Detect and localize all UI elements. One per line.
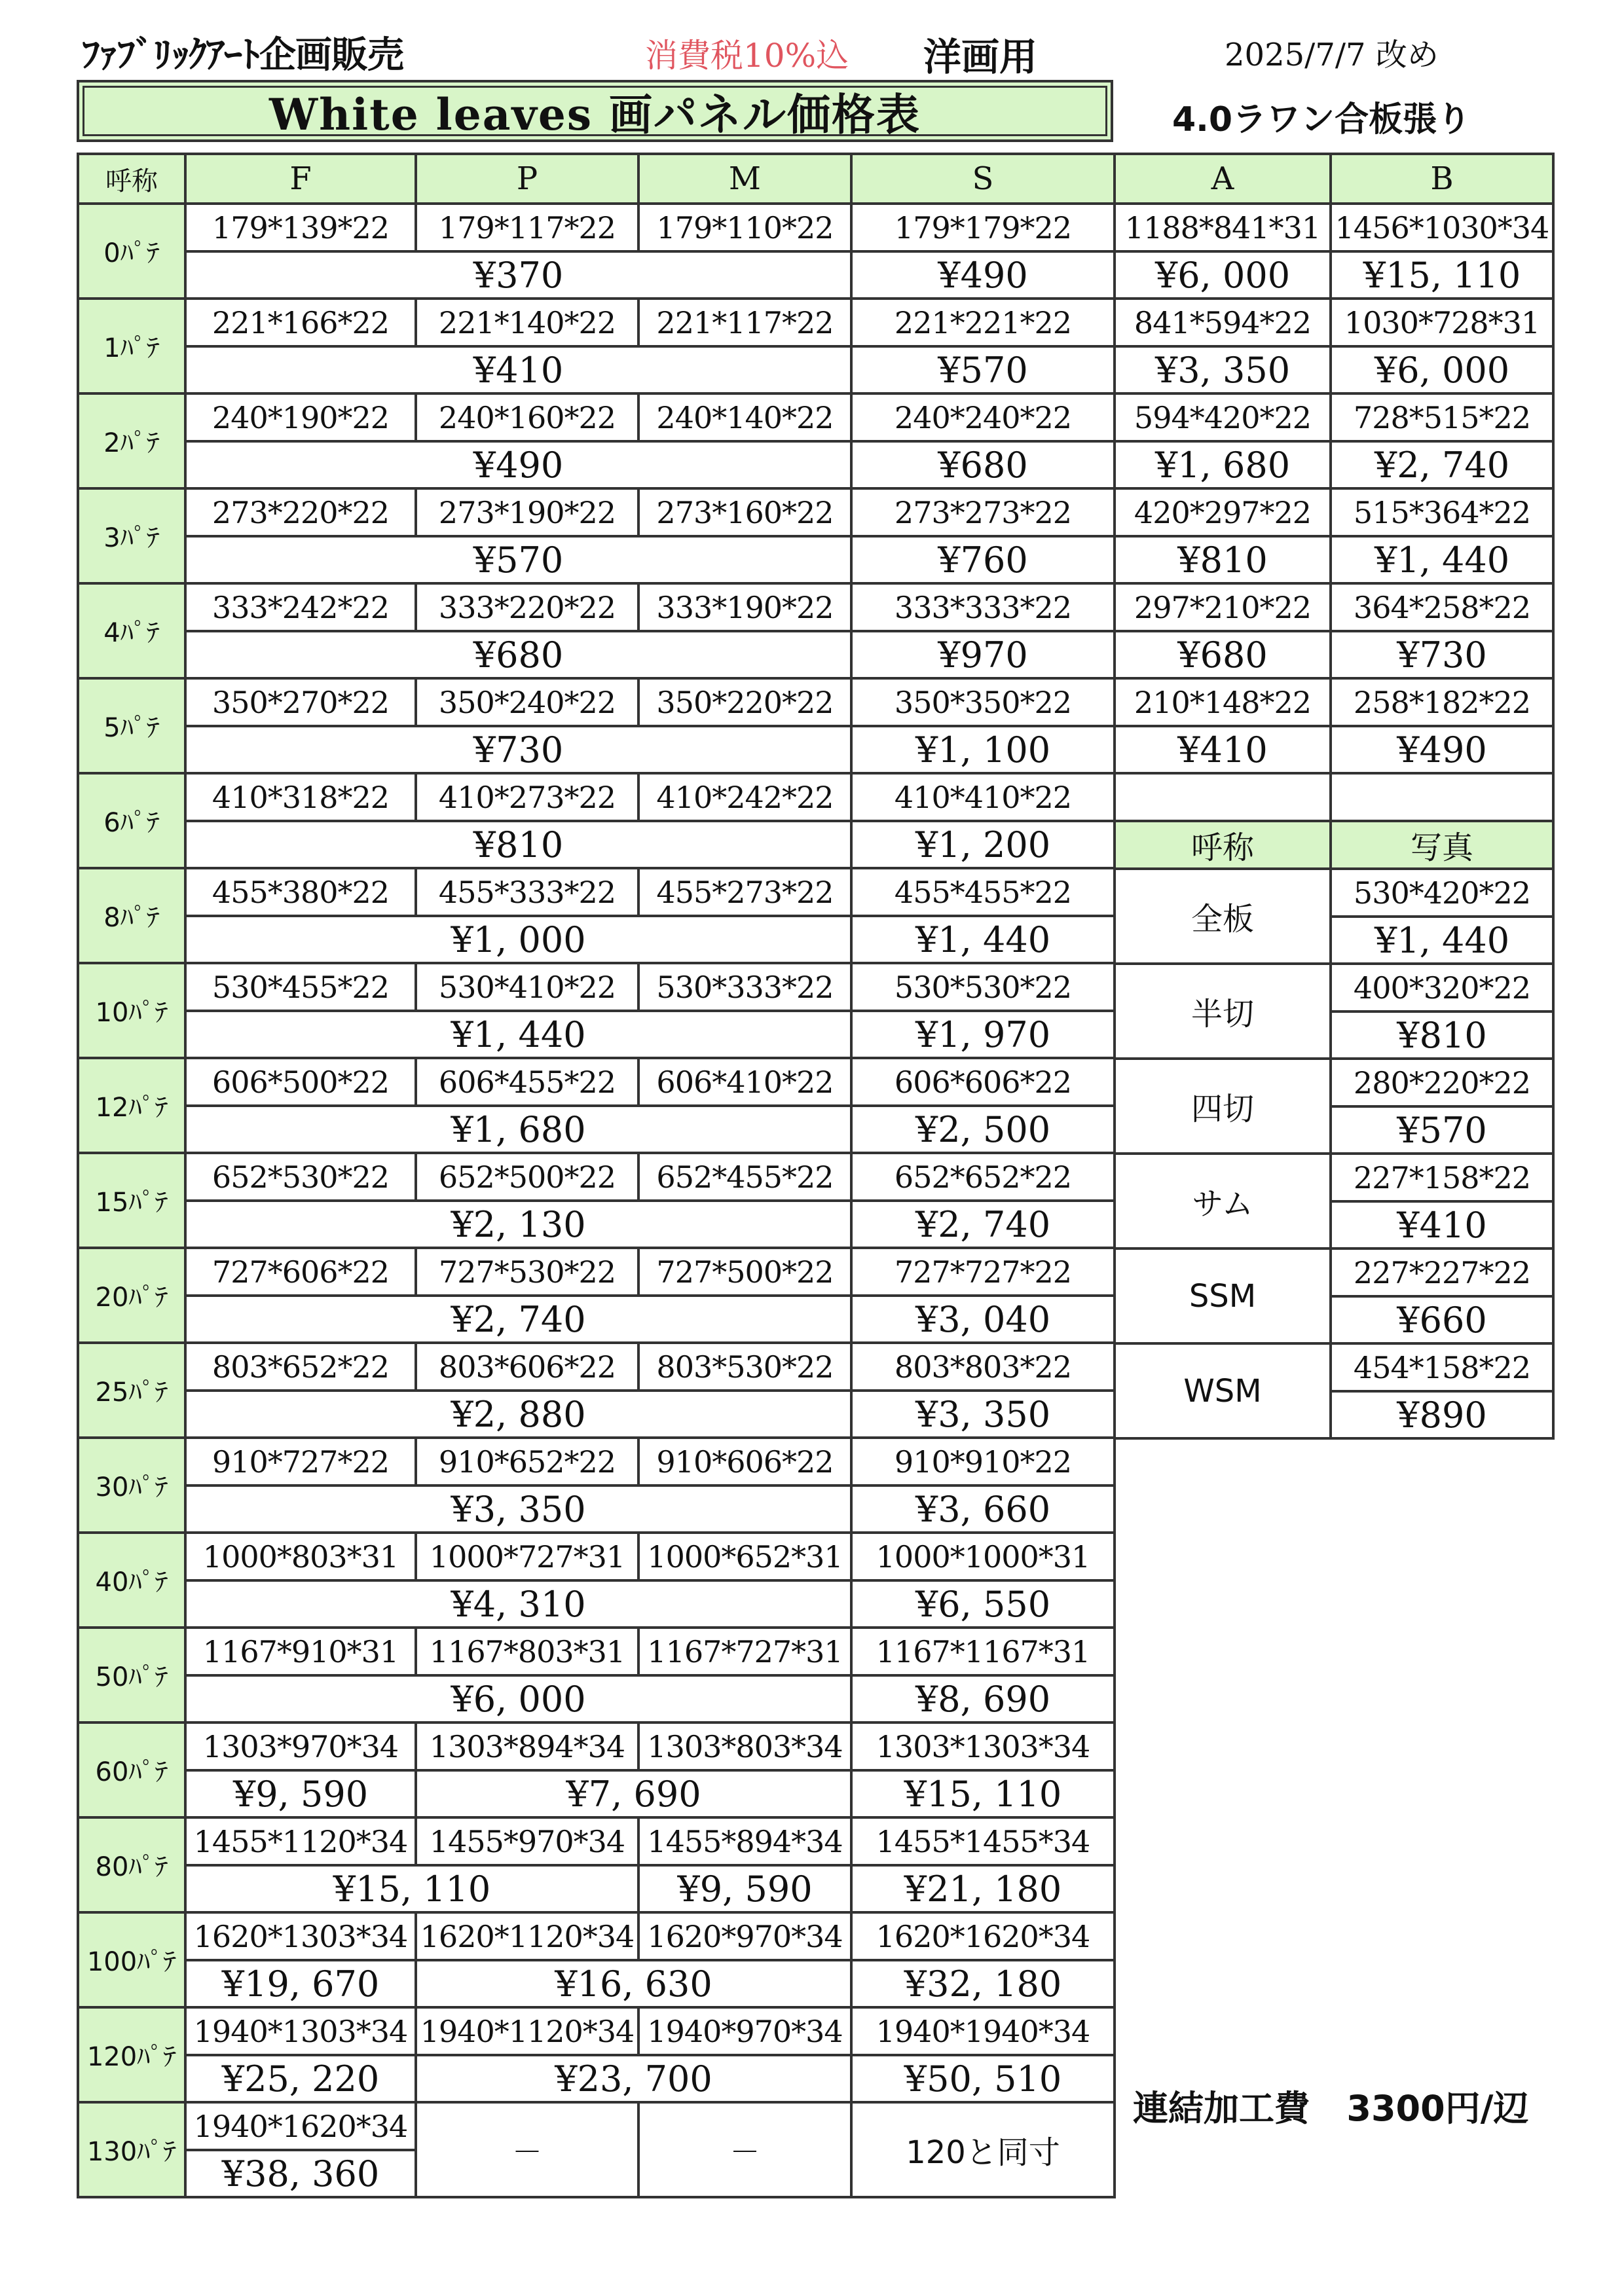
table-row xyxy=(1115,726,1553,773)
price-cell: ¥3, 350 xyxy=(1115,346,1331,393)
dimension-cell: 1000*1000*31 xyxy=(851,1533,1115,1580)
table-row xyxy=(78,441,1115,488)
table-header-row xyxy=(78,154,1115,204)
dimension-cell: 1188*841*31 xyxy=(1115,204,1331,251)
dimension-cell: 910*910*22 xyxy=(851,1438,1115,1485)
table-row xyxy=(78,1865,1115,1912)
table-row xyxy=(78,773,1115,821)
size-label: 10ﾊﾟﾃ xyxy=(78,963,185,1058)
table-row xyxy=(78,2055,1115,2102)
table-row xyxy=(1115,1248,1553,1296)
dimension-cell: 179*139*22 xyxy=(185,204,416,251)
price-cell: ¥570 xyxy=(185,536,851,583)
dimension-cell: 179*110*22 xyxy=(638,204,851,251)
dimension-cell: 606*410*22 xyxy=(638,1058,851,1106)
column-header: M xyxy=(638,154,851,204)
price-cell: ¥810 xyxy=(185,821,851,868)
price-cell: ¥570 xyxy=(851,346,1115,393)
table-row xyxy=(78,963,1115,1011)
dimension-cell: 454*158*22 xyxy=(1331,1343,1553,1391)
dimension-cell: 1030*728*31 xyxy=(1331,299,1553,346)
price-cell: ¥1, 680 xyxy=(185,1106,851,1153)
table-row xyxy=(1115,583,1553,631)
dimension-cell: 350*350*22 xyxy=(851,678,1115,726)
table-row xyxy=(78,868,1115,916)
table-row xyxy=(78,1153,1115,1201)
price-cell: ¥970 xyxy=(851,631,1115,678)
table-header-row xyxy=(1115,154,1553,204)
dimension-cell: 1940*1620*34 xyxy=(185,2102,416,2150)
table-row xyxy=(78,2007,1115,2055)
price-cell: ¥570 xyxy=(1331,1106,1553,1154)
size-label: 50ﾊﾟﾃ xyxy=(78,1628,185,1722)
dimension-cell: 1940*1940*34 xyxy=(851,2007,1115,2055)
price-cell: ¥1, 680 xyxy=(1115,441,1331,488)
table-row xyxy=(78,1580,1115,1628)
price-cell: ¥15, 110 xyxy=(1331,251,1553,299)
price-cell: ¥730 xyxy=(1331,631,1553,678)
dimension-cell: 1455*1455*34 xyxy=(851,1817,1115,1865)
dimension-cell: 240*240*22 xyxy=(851,393,1115,441)
dimension-cell: 258*182*22 xyxy=(1331,678,1553,726)
dimension-cell: 350*270*22 xyxy=(185,678,416,726)
table-row xyxy=(1115,1059,1553,1106)
table-row xyxy=(78,393,1115,441)
table-row xyxy=(1115,678,1553,726)
size-label: 5ﾊﾟﾃ xyxy=(78,678,185,773)
dimension-cell: 120と同寸 xyxy=(851,2102,1115,2197)
table-row xyxy=(78,1343,1115,1391)
price-cell: ¥410 xyxy=(1331,1201,1553,1248)
column-header: F xyxy=(185,154,416,204)
dimension-cell: 179*179*22 xyxy=(851,204,1115,251)
table-row xyxy=(78,1106,1115,1153)
table-row xyxy=(1115,204,1553,251)
dimension-cell: 333*190*22 xyxy=(638,583,851,631)
table-row xyxy=(78,204,1115,251)
dimension-cell: 455*273*22 xyxy=(638,868,851,916)
price-cell: ¥2, 740 xyxy=(1331,441,1553,488)
table-row xyxy=(1115,536,1553,583)
table-row xyxy=(78,536,1115,583)
dimension-cell: 652*500*22 xyxy=(416,1153,638,1201)
dimension-cell: 400*320*22 xyxy=(1331,964,1553,1011)
price-cell: ¥1, 440 xyxy=(185,1011,851,1058)
price-cell: ¥15, 110 xyxy=(185,1865,638,1912)
price-cell: ¥2, 500 xyxy=(851,1106,1115,1153)
size-label: 6ﾊﾟﾃ xyxy=(78,773,185,868)
dimension-cell: 1455*894*34 xyxy=(638,1817,851,1865)
dimension-cell: 221*221*22 xyxy=(851,299,1115,346)
price-cell: ¥490 xyxy=(1331,726,1553,773)
dimension-cell: 1455*970*34 xyxy=(416,1817,638,1865)
dimension-cell: 240*140*22 xyxy=(638,393,851,441)
dimension-cell: 210*148*22 xyxy=(1115,678,1331,726)
dimension-cell: 1620*1120*34 xyxy=(416,1912,638,1960)
price-cell: ¥38, 360 xyxy=(185,2150,416,2197)
size-label: 8ﾊﾟﾃ xyxy=(78,868,185,963)
price-cell: ¥1, 440 xyxy=(1331,536,1553,583)
dimension-cell: 280*220*22 xyxy=(1331,1059,1553,1106)
dimension-cell: 227*227*22 xyxy=(1331,1248,1553,1296)
column-header: 呼称 xyxy=(1115,821,1331,869)
dimension-cell: 1167*1167*31 xyxy=(851,1628,1115,1675)
price-cell: ¥9, 590 xyxy=(185,1770,416,1817)
dimension-cell: 530*530*22 xyxy=(851,963,1115,1011)
size-label: 12ﾊﾟﾃ xyxy=(78,1058,185,1153)
dimension-cell: 1167*727*31 xyxy=(638,1628,851,1675)
dimension-cell: 179*117*22 xyxy=(416,204,638,251)
table-row xyxy=(1115,488,1553,536)
dimension-cell: － xyxy=(416,2102,638,2197)
dimension-cell: 803*606*22 xyxy=(416,1343,638,1391)
table-row xyxy=(78,1770,1115,1817)
price-cell: ¥25, 220 xyxy=(185,2055,416,2102)
table-row xyxy=(78,1817,1115,1865)
dimension-cell: 227*158*22 xyxy=(1331,1154,1553,1201)
price-cell: ¥1, 440 xyxy=(1331,917,1553,964)
table-row xyxy=(78,1533,1115,1580)
price-cell: ¥410 xyxy=(1115,726,1331,773)
table-row xyxy=(78,1058,1115,1106)
table-row xyxy=(1115,964,1553,1011)
price-cell: ¥6, 000 xyxy=(1115,251,1331,299)
size-label: 100ﾊﾟﾃ xyxy=(78,1912,185,2007)
dimension-cell: 350*240*22 xyxy=(416,678,638,726)
dimension-cell: 240*190*22 xyxy=(185,393,416,441)
table-row xyxy=(78,631,1115,678)
price-cell: ¥2, 880 xyxy=(185,1391,851,1438)
price-cell: ¥810 xyxy=(1331,1011,1553,1059)
dimension-cell: 221*140*22 xyxy=(416,299,638,346)
price-cell: ¥4, 310 xyxy=(185,1580,851,1628)
company-name: ﾌｧﾌﾞﾘｯｸｱｰﾄ企画販売 xyxy=(82,34,403,77)
price-cell: ¥1, 970 xyxy=(851,1011,1115,1058)
empty-cell xyxy=(1115,773,1331,821)
price-cell: ¥680 xyxy=(1115,631,1331,678)
dimension-cell: 910*727*22 xyxy=(185,1438,416,1485)
dimension-cell: 297*210*22 xyxy=(1115,583,1331,631)
table-row xyxy=(78,1391,1115,1438)
price-cell: ¥50, 510 xyxy=(851,2055,1115,2102)
dimension-cell: 1303*1303*34 xyxy=(851,1722,1115,1770)
table-row xyxy=(1115,1343,1553,1391)
table-row xyxy=(1115,393,1553,441)
table-row xyxy=(78,1485,1115,1533)
price-cell: ¥19, 670 xyxy=(185,1960,416,2007)
dimension-cell: 333*220*22 xyxy=(416,583,638,631)
dimension-cell: 1167*803*31 xyxy=(416,1628,638,1675)
revision-date: 2025/7/7 改め xyxy=(1225,37,1439,73)
column-header: B xyxy=(1331,154,1553,204)
dimension-cell: 1303*803*34 xyxy=(638,1722,851,1770)
table-row xyxy=(78,1011,1115,1058)
price-cell: ¥680 xyxy=(851,441,1115,488)
photo-size-name: 半切 xyxy=(1115,964,1331,1059)
dimension-cell: 221*117*22 xyxy=(638,299,851,346)
dimension-cell: 1455*1120*34 xyxy=(185,1817,416,1865)
dimension-cell: 728*515*22 xyxy=(1331,393,1553,441)
size-label: 2ﾊﾟﾃ xyxy=(78,393,185,488)
price-cell: ¥3, 350 xyxy=(851,1391,1115,1438)
dimension-cell: 240*160*22 xyxy=(416,393,638,441)
dimension-cell: 410*318*22 xyxy=(185,773,416,821)
dimension-cell: 1000*727*31 xyxy=(416,1533,638,1580)
table-row xyxy=(1115,299,1553,346)
size-label: 120ﾊﾟﾃ xyxy=(78,2007,185,2102)
price-cell: ¥680 xyxy=(185,631,851,678)
table-row xyxy=(1115,631,1553,678)
dimension-cell: 803*530*22 xyxy=(638,1343,851,1391)
dimension-cell: 530*333*22 xyxy=(638,963,851,1011)
dimension-cell: 515*364*22 xyxy=(1331,488,1553,536)
dimension-cell: 364*258*22 xyxy=(1331,583,1553,631)
price-cell: ¥23, 700 xyxy=(416,2055,851,2102)
price-cell: ¥490 xyxy=(185,441,851,488)
dimension-cell: 333*333*22 xyxy=(851,583,1115,631)
dimension-cell: 1167*910*31 xyxy=(185,1628,416,1675)
page-title: White leaves 画パネル価格表 xyxy=(77,80,1113,142)
size-label: 25ﾊﾟﾃ xyxy=(78,1343,185,1438)
size-label: 80ﾊﾟﾃ xyxy=(78,1817,185,1912)
price-cell: ¥1, 200 xyxy=(851,821,1115,868)
price-cell: ¥2, 130 xyxy=(185,1201,851,1248)
table-row xyxy=(78,821,1115,868)
table-row xyxy=(78,346,1115,393)
size-label: 0ﾊﾟﾃ xyxy=(78,204,185,299)
dimension-cell: 606*455*22 xyxy=(416,1058,638,1106)
size-label: 130ﾊﾟﾃ xyxy=(78,2102,185,2197)
empty-cell xyxy=(1331,773,1553,821)
price-table xyxy=(77,153,1116,2198)
table-row xyxy=(78,1201,1115,1248)
dimension-cell: 841*594*22 xyxy=(1115,299,1331,346)
price-cell: ¥1, 000 xyxy=(185,916,851,963)
joining-fee xyxy=(1133,2081,1528,2131)
price-cell: ¥410 xyxy=(185,346,851,393)
dimension-cell: 273*273*22 xyxy=(851,488,1115,536)
dimension-cell: 652*652*22 xyxy=(851,1153,1115,1201)
price-cell: ¥660 xyxy=(1331,1296,1553,1343)
table-row xyxy=(1115,773,1553,821)
dimension-cell: 530*420*22 xyxy=(1331,869,1553,917)
dimension-cell: 606*606*22 xyxy=(851,1058,1115,1106)
joining-fee-value: 3300円/辺 xyxy=(1346,2088,1529,2129)
price-cell: ¥2, 740 xyxy=(185,1296,851,1343)
dimension-cell: 1620*970*34 xyxy=(638,1912,851,1960)
table-row xyxy=(78,583,1115,631)
price-cell: ¥1, 440 xyxy=(851,916,1115,963)
column-header: A xyxy=(1115,154,1331,204)
table-row xyxy=(1115,251,1553,299)
price-cell: ¥730 xyxy=(185,726,851,773)
dimension-cell: 455*333*22 xyxy=(416,868,638,916)
dimension-cell: 420*297*22 xyxy=(1115,488,1331,536)
dimension-cell: 727*500*22 xyxy=(638,1248,851,1296)
table-row xyxy=(1115,869,1553,917)
column-header: S xyxy=(851,154,1115,204)
dimension-cell: 530*410*22 xyxy=(416,963,638,1011)
dimension-cell: 221*166*22 xyxy=(185,299,416,346)
table-row xyxy=(78,1248,1115,1296)
price-cell: ¥8, 690 xyxy=(851,1675,1115,1722)
column-header: 写真 xyxy=(1331,821,1553,869)
price-cell: ¥6, 000 xyxy=(1331,346,1553,393)
price-cell: ¥3, 660 xyxy=(851,1485,1115,1533)
material-note: 4.0ラワン合板張り xyxy=(1172,100,1471,139)
dimension-cell: 1620*1620*34 xyxy=(851,1912,1115,1960)
dimension-cell: 333*242*22 xyxy=(185,583,416,631)
column-header: P xyxy=(416,154,638,204)
dimension-cell: 273*220*22 xyxy=(185,488,416,536)
size-label: 1ﾊﾟﾃ xyxy=(78,299,185,393)
dimension-cell: 273*160*22 xyxy=(638,488,851,536)
dimension-cell: 410*242*22 xyxy=(638,773,851,821)
table-row xyxy=(78,1296,1115,1343)
dimension-cell: 1000*803*31 xyxy=(185,1533,416,1580)
price-cell: ¥16, 630 xyxy=(416,1960,851,2007)
table-row xyxy=(78,299,1115,346)
dimension-cell: 1940*1120*34 xyxy=(416,2007,638,2055)
photo-size-name: サム xyxy=(1115,1154,1331,1248)
size-label: 3ﾊﾟﾃ xyxy=(78,488,185,583)
table-row xyxy=(78,2102,1115,2150)
dimension-cell: － xyxy=(638,2102,851,2197)
price-cell: ¥490 xyxy=(851,251,1115,299)
price-cell: ¥1, 100 xyxy=(851,726,1115,773)
dimension-cell: 1303*970*34 xyxy=(185,1722,416,1770)
side-table xyxy=(1113,153,1555,1440)
dimension-cell: 1620*1303*34 xyxy=(185,1912,416,1960)
dimension-cell: 727*606*22 xyxy=(185,1248,416,1296)
size-label: 40ﾊﾟﾃ xyxy=(78,1533,185,1628)
dimension-cell: 1456*1030*34 xyxy=(1331,204,1553,251)
dimension-cell: 910*652*22 xyxy=(416,1438,638,1485)
price-cell: ¥2, 740 xyxy=(851,1201,1115,1248)
table-row xyxy=(78,678,1115,726)
dimension-cell: 1940*970*34 xyxy=(638,2007,851,2055)
dimension-cell: 410*273*22 xyxy=(416,773,638,821)
price-cell: ¥21, 180 xyxy=(851,1865,1115,1912)
table-row xyxy=(78,1960,1115,2007)
table-row xyxy=(78,1628,1115,1675)
dimension-cell: 530*455*22 xyxy=(185,963,416,1011)
dimension-cell: 803*803*22 xyxy=(851,1343,1115,1391)
size-label: 30ﾊﾟﾃ xyxy=(78,1438,185,1533)
price-cell: ¥370 xyxy=(185,251,851,299)
table-row xyxy=(1115,346,1553,393)
dimension-cell: 273*190*22 xyxy=(416,488,638,536)
column-header: 呼称 xyxy=(78,154,185,204)
photo-header-row xyxy=(1115,821,1553,869)
price-cell: ¥810 xyxy=(1115,536,1331,583)
dimension-cell: 455*455*22 xyxy=(851,868,1115,916)
price-cell: ¥15, 110 xyxy=(851,1770,1115,1817)
size-label: 15ﾊﾟﾃ xyxy=(78,1153,185,1248)
usage-label: 洋画用 xyxy=(923,35,1038,79)
table-row xyxy=(78,1675,1115,1722)
table-row xyxy=(78,1912,1115,1960)
dimension-cell: 652*530*22 xyxy=(185,1153,416,1201)
table-row xyxy=(1115,1154,1553,1201)
size-label: 60ﾊﾟﾃ xyxy=(78,1722,185,1817)
table-row xyxy=(1115,441,1553,488)
dimension-cell: 1303*894*34 xyxy=(416,1722,638,1770)
dimension-cell: 652*455*22 xyxy=(638,1153,851,1201)
table-row xyxy=(78,1438,1115,1485)
dimension-cell: 910*606*22 xyxy=(638,1438,851,1485)
price-cell: ¥3, 350 xyxy=(185,1485,851,1533)
table-row xyxy=(78,251,1115,299)
size-label: 20ﾊﾟﾃ xyxy=(78,1248,185,1343)
table-row xyxy=(78,916,1115,963)
dimension-cell: 594*420*22 xyxy=(1115,393,1331,441)
dimension-cell: 1940*1303*34 xyxy=(185,2007,416,2055)
dimension-cell: 803*652*22 xyxy=(185,1343,416,1391)
price-cell: ¥32, 180 xyxy=(851,1960,1115,2007)
photo-size-name: WSM xyxy=(1115,1343,1331,1438)
dimension-cell: 350*220*22 xyxy=(638,678,851,726)
table-row xyxy=(78,1722,1115,1770)
price-cell: ¥6, 000 xyxy=(185,1675,851,1722)
price-cell: ¥890 xyxy=(1331,1391,1553,1438)
dimension-cell: 1000*652*31 xyxy=(638,1533,851,1580)
dimension-cell: 727*727*22 xyxy=(851,1248,1115,1296)
price-cell: ¥9, 590 xyxy=(638,1865,851,1912)
price-cell: ¥3, 040 xyxy=(851,1296,1115,1343)
dimension-cell: 410*410*22 xyxy=(851,773,1115,821)
price-cell: ¥7, 690 xyxy=(416,1770,851,1817)
dimension-cell: 727*530*22 xyxy=(416,1248,638,1296)
photo-size-name: 全板 xyxy=(1115,869,1331,964)
photo-size-name: SSM xyxy=(1115,1248,1331,1343)
price-cell: ¥760 xyxy=(851,536,1115,583)
table-row xyxy=(78,726,1115,773)
tax-note: 消費税10%込 xyxy=(645,37,849,75)
dimension-cell: 455*380*22 xyxy=(185,868,416,916)
joining-fee-label: 連結加工費 xyxy=(1133,2088,1310,2129)
dimension-cell: 606*500*22 xyxy=(185,1058,416,1106)
table-row xyxy=(78,488,1115,536)
price-cell: ¥6, 550 xyxy=(851,1580,1115,1628)
photo-size-name: 四切 xyxy=(1115,1059,1331,1154)
size-label: 4ﾊﾟﾃ xyxy=(78,583,185,678)
